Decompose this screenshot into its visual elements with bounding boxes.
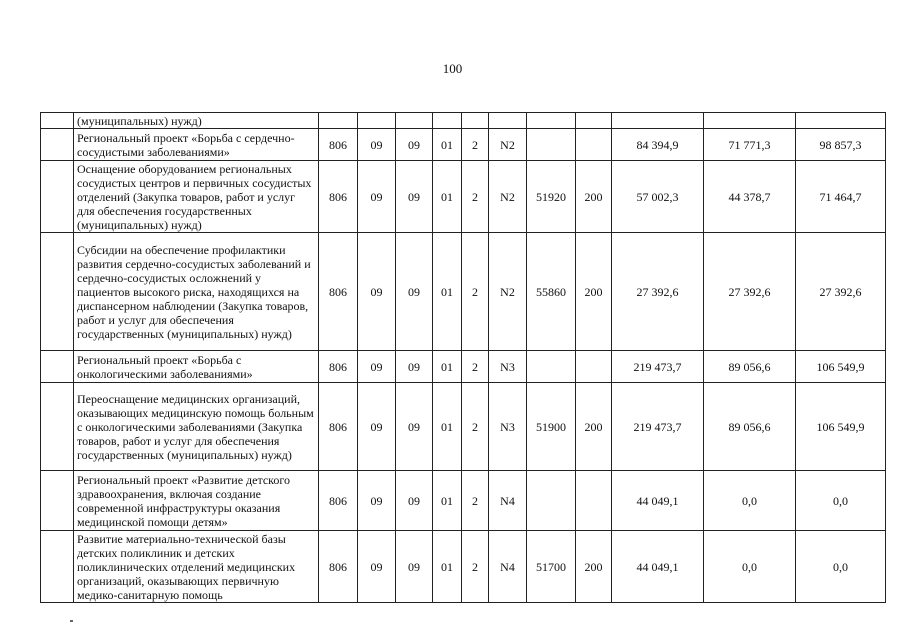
cell-p3: N3 xyxy=(489,383,527,471)
cell-p2: 2 xyxy=(462,351,489,383)
cell-rz xyxy=(358,113,396,129)
cell-pr: 09 xyxy=(396,383,433,471)
cell-vr: 200 xyxy=(576,531,612,603)
cell-rz: 09 xyxy=(358,351,396,383)
cell-s2019: 27 392,6 xyxy=(612,233,704,351)
cell-p2: 2 xyxy=(462,233,489,351)
cell-vr: 200 xyxy=(576,161,612,233)
cell-vr: 200 xyxy=(576,383,612,471)
row-index-cell xyxy=(41,129,74,161)
cell-p2: 2 xyxy=(462,161,489,233)
row-name: Переоснащение медицинских организаций, оказывающих медицинскую помощь больным с онкологическими заболеваниями (Закупка товаров, работ и услуг для обеспечения государственных (муниципальных) нужд) xyxy=(74,383,319,471)
row-name: Региональный проект «Борьба с онкологическими заболеваниями» xyxy=(74,351,319,383)
cell-p3: N4 xyxy=(489,531,527,603)
cell-s2021: 0,0 xyxy=(796,471,886,531)
cell-ved: 806 xyxy=(319,531,358,603)
cell-vr xyxy=(576,471,612,531)
scan-artifact xyxy=(70,620,73,622)
cell-s2021: 0,0 xyxy=(796,531,886,603)
cell-pr xyxy=(396,113,433,129)
cell-ved: 806 xyxy=(319,233,358,351)
cell-rz: 09 xyxy=(358,129,396,161)
cell-p1: 01 xyxy=(433,161,462,233)
table-row xyxy=(41,531,886,603)
cell-p3 xyxy=(489,113,527,129)
cell-s2020: 0,0 xyxy=(704,471,796,531)
cell-p4: 55860 xyxy=(527,233,576,351)
cell-p1: 01 xyxy=(433,351,462,383)
cell-p2: 2 xyxy=(462,471,489,531)
row-index-cell xyxy=(41,233,74,351)
cell-s2019: 57 002,3 xyxy=(612,161,704,233)
cell-ved: 806 xyxy=(319,471,358,531)
row-name: Развитие материально-технической базы детских поликлиник и детских поликлинических отделений медицинских организаций, оказывающих первичную медико-санитарную помощь xyxy=(74,531,319,603)
row-name: Региональный проект «Развитие детского здравоохранения, включая создание современной инфраструктуры оказания медицинской помощи детям» xyxy=(74,471,319,531)
cell-p1: 01 xyxy=(433,233,462,351)
row-index-cell xyxy=(41,351,74,383)
cell-p2: 2 xyxy=(462,531,489,603)
cell-p2 xyxy=(462,113,489,129)
row-name: (муниципальных) нужд) xyxy=(74,113,319,129)
cell-s2021: 98 857,3 xyxy=(796,129,886,161)
cell-p3: N3 xyxy=(489,351,527,383)
table-row xyxy=(41,129,886,161)
cell-p4 xyxy=(527,471,576,531)
cell-p4: 51920 xyxy=(527,161,576,233)
cell-p1: 01 xyxy=(433,531,462,603)
page-number: 100 xyxy=(442,61,463,76)
cell-s2020: 27 392,6 xyxy=(704,233,796,351)
cell-s2020 xyxy=(704,113,796,129)
cell-pr: 09 xyxy=(396,161,433,233)
cell-s2020: 89 056,6 xyxy=(704,351,796,383)
cell-rz: 09 xyxy=(358,383,396,471)
cell-s2020: 0,0 xyxy=(704,531,796,603)
row-name: Субсидии на обеспечение профилактики развития сердечно-сосудистых заболеваний и сердечно-сосудистых осложнений у пациентов высокого риска, находящихся на диспансерном наблюдении (Закупка товаров, работ и услуг для обеспечения государственных (муниципальных) нужд) xyxy=(74,233,319,351)
cell-s2019: 44 049,1 xyxy=(612,531,704,603)
cell-p3: N2 xyxy=(489,161,527,233)
cell-pr: 09 xyxy=(396,129,433,161)
table-row xyxy=(41,351,886,383)
cell-p4 xyxy=(527,129,576,161)
row-index-cell xyxy=(41,471,74,531)
cell-p4: 51900 xyxy=(527,383,576,471)
cell-s2019: 219 473,7 xyxy=(612,383,704,471)
cell-s2019: 44 049,1 xyxy=(612,471,704,531)
cell-rz: 09 xyxy=(358,233,396,351)
row-index-cell xyxy=(41,161,74,233)
row-name: Оснащение оборудованием региональных сосудистых центров и первичных сосудистых отделений (Закупка товаров, работ и услуг для обеспечения государственных (муниципальных) нужд) xyxy=(74,161,319,233)
cell-s2019: 219 473,7 xyxy=(612,351,704,383)
row-name: Региональный проект «Борьба с сердечно-сосудистыми заболеваниями» xyxy=(74,129,319,161)
cell-s2020: 89 056,6 xyxy=(704,383,796,471)
table-row xyxy=(41,471,886,531)
cell-rz: 09 xyxy=(358,161,396,233)
cell-pr: 09 xyxy=(396,471,433,531)
cell-ved: 806 xyxy=(319,161,358,233)
cell-s2020: 71 771,3 xyxy=(704,129,796,161)
cell-p1: 01 xyxy=(433,471,462,531)
cell-ved: 806 xyxy=(319,383,358,471)
cell-s2021: 106 549,9 xyxy=(796,383,886,471)
table-row xyxy=(41,161,886,233)
cell-rz: 09 xyxy=(358,531,396,603)
cell-p3: N4 xyxy=(489,471,527,531)
row-index-cell xyxy=(41,113,74,129)
cell-rz: 09 xyxy=(358,471,396,531)
cell-vr xyxy=(576,113,612,129)
cell-ved: 806 xyxy=(319,129,358,161)
cell-s2021: 106 549,9 xyxy=(796,351,886,383)
cell-p4 xyxy=(527,351,576,383)
cell-pr: 09 xyxy=(396,351,433,383)
cell-p4 xyxy=(527,113,576,129)
table-row xyxy=(41,233,886,351)
cell-ved: 806 xyxy=(319,351,358,383)
cell-p2: 2 xyxy=(462,129,489,161)
table-row xyxy=(41,383,886,471)
cell-vr xyxy=(576,129,612,161)
cell-pr: 09 xyxy=(396,531,433,603)
budget-table xyxy=(40,112,886,603)
cell-p2: 2 xyxy=(462,383,489,471)
cell-p4: 51700 xyxy=(527,531,576,603)
cell-s2019 xyxy=(612,113,704,129)
cell-s2019: 84 394,9 xyxy=(612,129,704,161)
cell-s2021: 27 392,6 xyxy=(796,233,886,351)
cell-vr: 200 xyxy=(576,233,612,351)
row-index-cell xyxy=(41,531,74,603)
cell-p3: N2 xyxy=(489,233,527,351)
cell-p1: 01 xyxy=(433,129,462,161)
cell-p1: 01 xyxy=(433,383,462,471)
cell-p1 xyxy=(433,113,462,129)
cell-p3: N2 xyxy=(489,129,527,161)
table-row xyxy=(41,113,886,129)
cell-s2020: 44 378,7 xyxy=(704,161,796,233)
cell-pr: 09 xyxy=(396,233,433,351)
table-body xyxy=(41,113,886,603)
cell-s2021 xyxy=(796,113,886,129)
cell-vr xyxy=(576,351,612,383)
cell-ved xyxy=(319,113,358,129)
cell-s2021: 71 464,7 xyxy=(796,161,886,233)
row-index-cell xyxy=(41,383,74,471)
